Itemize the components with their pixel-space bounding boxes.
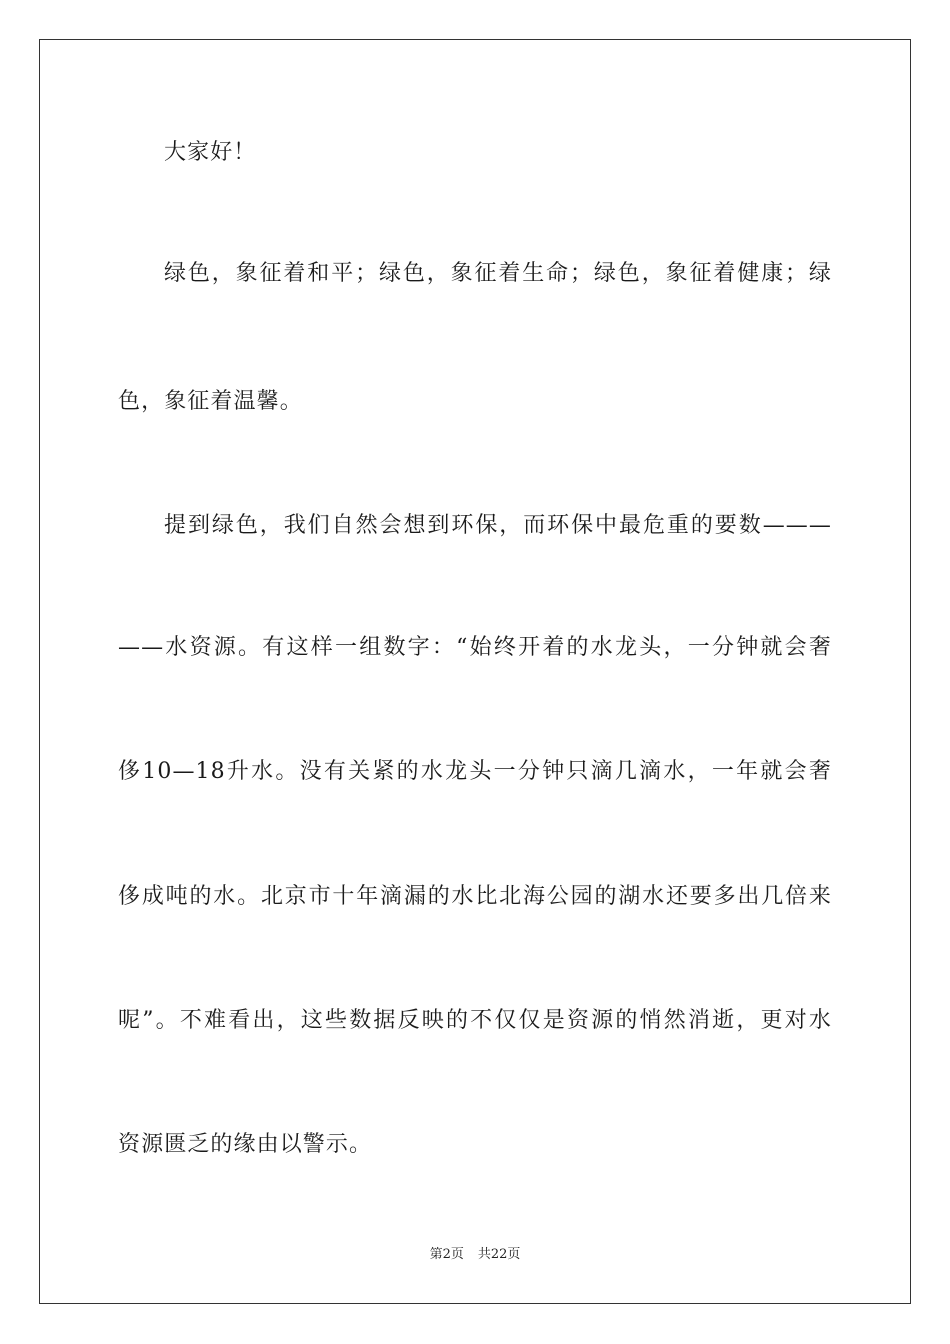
paragraph-2-line-3: 侈10—18升水。没有关紧的水龙头一分钟只滴几滴水，一年就会奢: [118, 759, 832, 784]
paragraph-1-line-1: 绿色，象征着和平；绿色，象征着生命；绿色，象征着健康；绿: [164, 261, 832, 286]
paragraph-2-line-4: 侈成吨的水。北京市十年滴漏的水比北海公园的湖水还要多出几倍来: [118, 884, 832, 909]
paragraph-2-line-1: 提到绿色，我们自然会想到环保，而环保中最危重的要数———: [164, 513, 832, 538]
page-border: [39, 39, 911, 1304]
page-number: 第2页: [429, 1247, 464, 1262]
paragraph-2-line-5: 呢”。不难看出，这些数据反映的不仅仅是资源的悄然消逝，更对水: [118, 1008, 832, 1033]
paragraph-1-line-2: 色，象征着温馨。: [118, 389, 303, 414]
paragraph-2-line-6: 资源匮乏的缘由以警示。: [118, 1132, 373, 1157]
paragraph-2-line-2: ——水资源。有这样一组数字：“始终开着的水龙头，一分钟就会奢: [118, 635, 832, 660]
greeting-line: 大家好！: [164, 140, 257, 165]
page-footer: [0, 1246, 950, 1264]
page-total: 共22页: [477, 1247, 521, 1262]
